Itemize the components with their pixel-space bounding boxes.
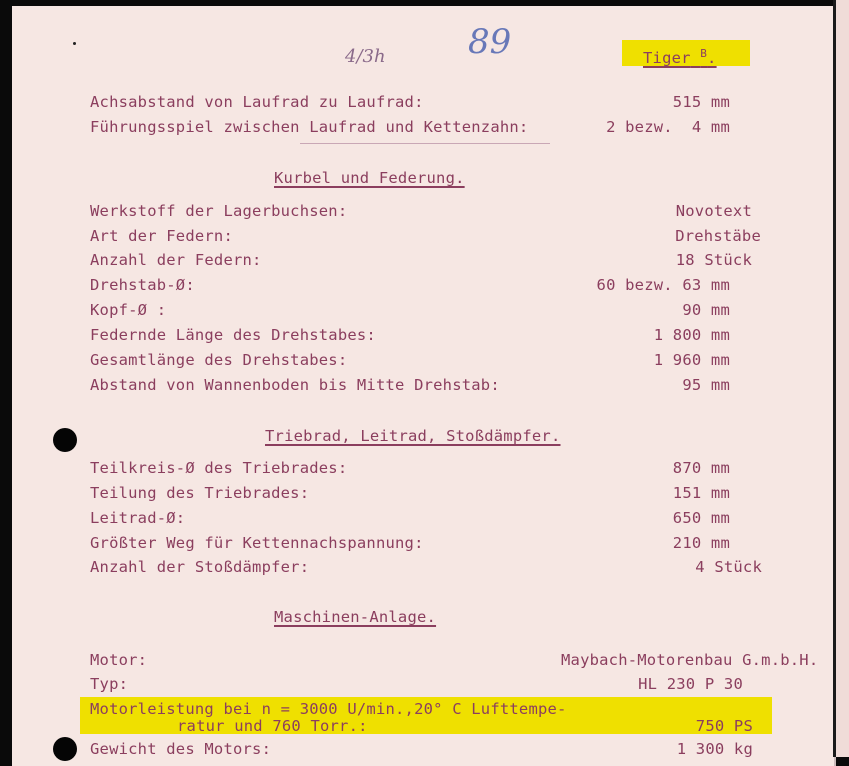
row-label: Typ: <box>90 675 129 693</box>
row-label-continued: ratur und 760 Torr.: <box>177 717 368 735</box>
row-label: Art der Federn: <box>90 227 233 245</box>
row-value: 18 Stück <box>675 251 752 269</box>
row-label: Kopf-Ø : <box>90 301 167 319</box>
handwritten-mark: 4/3h <box>345 46 386 67</box>
row-label: Motorleistung bei n = 3000 U/min.,20° C Lufttempe- <box>90 700 567 718</box>
row-label: Drehstab-Ø: <box>90 276 195 294</box>
row-value: 60 bezw. 63 mm <box>596 276 730 294</box>
faint-rule <box>300 143 550 144</box>
punch-hole <box>53 737 77 761</box>
row-value: 1 800 mm <box>653 326 730 344</box>
document-title: Tiger $^B$. <box>643 47 717 68</box>
row-value: 1 960 mm <box>653 351 730 369</box>
row-value: Novotext <box>675 202 752 220</box>
section-heading: Maschinen-Anlage. <box>274 608 437 626</box>
speck <box>73 42 76 45</box>
row-value: 870 mm <box>672 459 730 477</box>
row-label: Anzahl der Federn: <box>90 251 262 269</box>
row-value: 750 PS <box>695 717 753 735</box>
row-value: Drehstäbe <box>675 227 761 245</box>
row-label: Größter Weg für Kettennachspannung: <box>90 534 424 552</box>
punch-hole <box>53 428 77 452</box>
row-value: 1 300 kg <box>676 740 753 758</box>
row-value: 95 mm <box>682 376 730 394</box>
row-label: Federnde Länge des Drehstabes: <box>90 326 376 344</box>
row-label: Achsabstand von Laufrad zu Laufrad: <box>90 93 424 111</box>
row-value: 90 mm <box>682 301 730 319</box>
row-label: Gewicht des Motors: <box>90 740 272 758</box>
row-value: 210 mm <box>672 534 730 552</box>
handwritten-page-number: 89 <box>468 22 512 62</box>
row-value: 4 Stück <box>695 558 762 576</box>
row-label: Werkstoff der Lagerbuchsen: <box>90 202 348 220</box>
row-label: Führungsspiel zwischen Laufrad und Kettenzahn: <box>90 118 529 136</box>
section-heading: Triebrad, Leitrad, Stoßdämpfer. <box>265 427 561 445</box>
section-heading: Kurbel und Federung. <box>274 169 465 187</box>
row-value: 2 bezw. 4 mm <box>606 118 730 136</box>
row-label: Motor: <box>90 651 148 669</box>
row-value: 650 mm <box>672 509 730 527</box>
row-value: HL 230 P 30 <box>638 675 743 693</box>
page-edge <box>836 0 849 757</box>
row-label: Teilkreis-Ø des Triebrades: <box>90 459 348 477</box>
row-value: Maybach-Motorenbau G.m.b.H. <box>561 651 819 669</box>
row-label: Teilung des Triebrades: <box>90 484 310 502</box>
row-value: 515 mm <box>672 93 730 111</box>
row-label: Anzahl der Stoßdämpfer: <box>90 558 310 576</box>
row-value: 151 mm <box>672 484 730 502</box>
row-label: Gesamtlänge des Drehstabes: <box>90 351 348 369</box>
row-label: Abstand von Wannenboden bis Mitte Drehstab: <box>90 376 500 394</box>
row-label: Leitrad-Ø: <box>90 509 186 527</box>
